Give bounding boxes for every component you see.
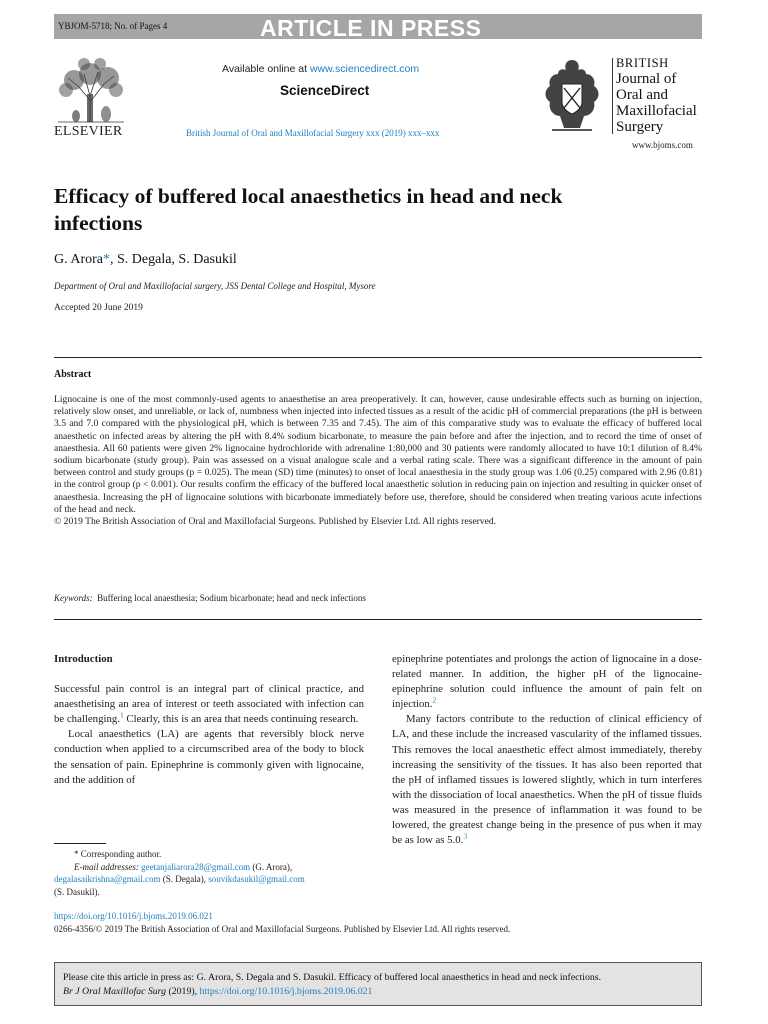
crest-divider: [612, 58, 613, 134]
footnote: * Corresponding author. E-mail addresses: geetanjaliarora28@gmail.com (G. Arora), degalasaikrishna@gmail.com (S. Degala), souvikdasukil@gmail.com (S. Dasukil).: [54, 849, 305, 897]
email-link[interactable]: souvikdasukil@gmail.com: [208, 874, 305, 884]
sciencedirect-wordmark: ScienceDirect: [280, 83, 370, 98]
abstract-top-rule: [54, 357, 702, 358]
issn-copyright: 0266-4356/© 2019 The British Association of Oral and Maxillofacial Surgeons. Published by Elsevier Ltd. All rights reserved.: [54, 924, 511, 934]
abstract-bottom-rule: [54, 619, 702, 620]
bjoms-journal-title: BRITISH Journal of Oral and Maxillofacial Surgery: [616, 56, 697, 135]
body-column-right: [392, 652, 702, 848]
journal-citation-line[interactable]: British Journal of Oral and Maxillofacial Surgery xxx (2019) xxx–xxx: [186, 128, 440, 138]
manuscript-reference: YBJOM-5718; No. of Pages 4: [58, 21, 168, 31]
author-list: G. Arora*, S. Degala, S. Dasukil: [54, 252, 237, 267]
available-online: Available online at www.sciencedirect.com: [222, 63, 420, 75]
keywords: Keywords: Buffering local anaesthesia; Sodium bicarbonate; head and neck infections: [54, 593, 366, 603]
reference-link[interactable]: 1: [119, 710, 124, 720]
email-link[interactable]: degalasaikrishna@gmail.com: [54, 874, 161, 884]
email-link[interactable]: geetanjaliarora28@gmail.com: [141, 861, 251, 872]
reference-link[interactable]: 3: [463, 831, 468, 841]
elsevier-tree-logo-icon: [54, 56, 128, 124]
paragraph: Local anaesthetics (LA) are agents that reversibly block nerve conduction when applied to a circumscribed area of the body to block the sensation of pain. Epinephrine is commonly given with lignocaine, and the addition of: [54, 728, 364, 786]
article-in-press-banner: ARTICLE IN PRESS: [260, 15, 482, 41]
paragraph: epinephrine potentiates and prolongs the action of lignocaine in a dose-related manner. In addition, the higher pH of the lignocaine-epinephrine solution could influence the amount of pain felt on injection.$^2$: [392, 653, 702, 711]
abstract-heading: Abstract: [54, 369, 92, 380]
citation-box: Please cite this article in press as: G. Arora, S. Degala and S. Dasukil. Efficacy of buffered local anaesthetics in head and neck infections. Br J Oral Maxillofac Surg (2019), https://doi.org/10.1016/j.bjoms.2019.06.021: [54, 962, 702, 1006]
reference-link[interactable]: 2: [432, 695, 437, 705]
paragraph: Many factors contribute to the reduction of clinical efficiency of LA, and these include the increased vascularity of the inflamed tissues. This removes the local anaesthetic effect almost immediately, thereby increasing the sensitivity of the tissues. It has also been reported that the pH of inflamed tissues is lowered slightly, which in turn interferes with the dissociation of local anaesthetics. When the pH of tissue fluids was measured in the presence of inflammation it was found to be lowered, the greatest change being in the presence of pus when it may be as low as 5.0.$^3$: [392, 713, 702, 847]
bjoms-crest-icon: [538, 56, 606, 136]
affiliation: Department of Oral and Maxillofacial surgery, JSS Dental College and Hospital, Mysore: [54, 281, 376, 291]
body-column-left: [54, 652, 364, 788]
abstract-copyright: © 2019 The British Association of Oral and Maxillofacial Surgeons. Published by Elsevier Ltd. All rights reserved.: [54, 516, 497, 528]
introduction-heading: Introduction: [54, 653, 113, 665]
citation-doi-link[interactable]: https://doi.org/10.1016/j.bjoms.2019.06.021: [199, 986, 373, 997]
paragraph: Successful pain control is an integral part of clinical practice, and anaesthetising an area of interest or teeth associated with infection can be challenging.$^1$ Clearly, this is an area that needs continuing research.: [54, 683, 364, 726]
footnote-rule: [54, 843, 106, 844]
article-in-press-bar: [54, 14, 702, 39]
abstract-body: Lignocaine is one of the most commonly-used agents to anaesthetise an area preoperatively. It can, however, cause undesirable effects such as burning on injection, relatively slow onset, and unreliable, or lack of, numbness when injected into infected tissues as a result of the acidic pH of commercial preparations (the pH is between 3.5 and 7.0 compared with the physiological pH, which is between 7.35 and 7.45). The aim of this comparative study was to evaluate the efficacy of buffered local anaesthetic on infected areas by altering the pH with 8.4% sodium bicarbonate, to measure the pain before and after the injection, and to record the time of onset of anaesthesia. All 60 patients were given 2% lignocaine hydrochloride with adrenaline 1:80,000 and 30 patients were randomly allocated to have 10:1 dilution of 8.4% sodium bicarbonate (study group). Pain was assessed on a visual analogue scale and a verbal rating scale. There was a significant difference in the amount of pain between control and study groups (p = 0.025). The mean (SD) time (minutes) to onset of local anaesthesia in the study group was 1.06 (0.25) compared with 2.96 (0.81) in the control group (p < 0.001). Our results confirm the efficacy of the buffered local anaesthetic solution in reducing pain on injection and resulting in quicker onset of anaesthesia. Increasing the pH of lignocaine solutions with bicarbonate immediately before use, therefore, should be considered when treating various acute infections of the head and neck. © 2019 The British Association of Oral and Maxillofacial Surgeons. Published by Elsevier Ltd. All rights reserved.: [54, 394, 702, 528]
elsevier-wordmark: ELSEVIER: [54, 124, 123, 139]
sciencedirect-link[interactable]: www.sciencedirect.com: [309, 63, 420, 75]
bjoms-url[interactable]: www.bjoms.com: [632, 140, 693, 150]
corresponding-author-link[interactable]: *: [103, 252, 110, 267]
doi-link[interactable]: https://doi.org/10.1016/j.bjoms.2019.06.021: [54, 911, 213, 921]
article-title: Efficacy of buffered local anaesthetics in head and neck infections: [54, 184, 563, 235]
accepted-date: Accepted 20 June 2019: [54, 303, 143, 313]
